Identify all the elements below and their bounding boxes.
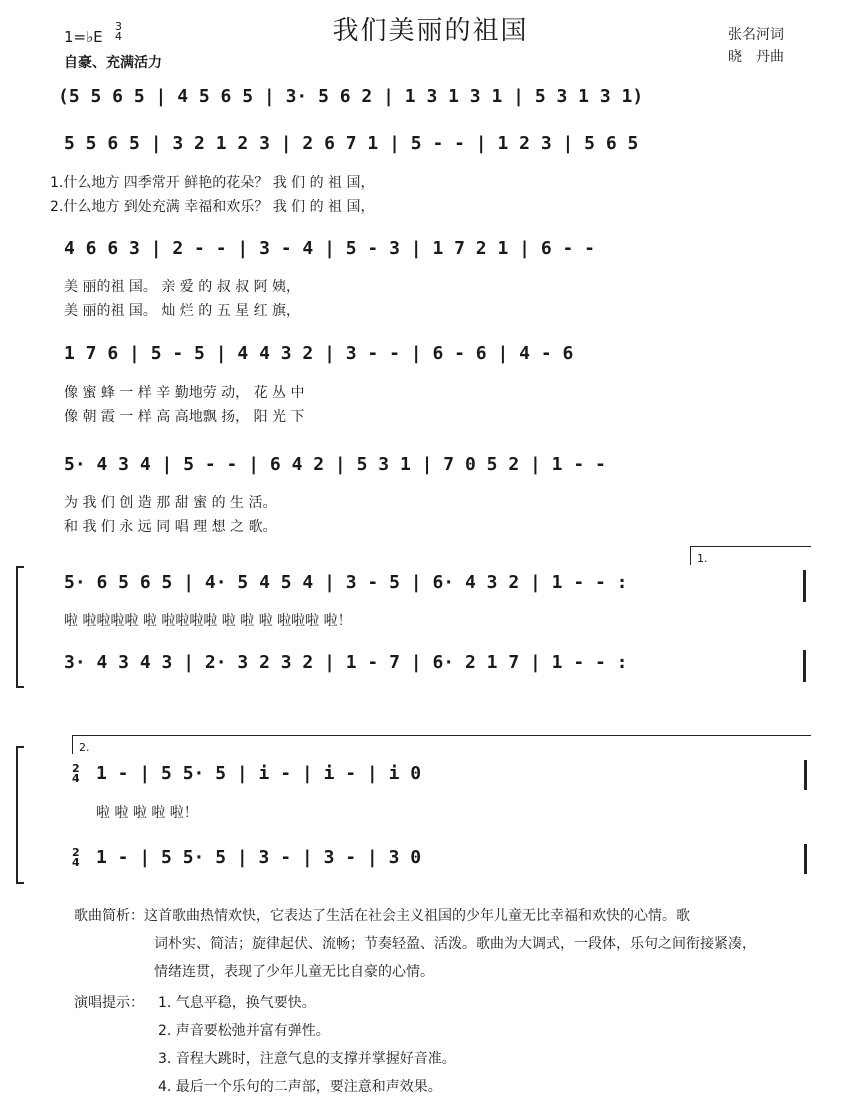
final-barline-upper [804, 760, 807, 790]
lyrics-line-3-verse-2: 美 丽的祖 国。 灿 烂 的 五 星 红 旗， [64, 303, 301, 319]
song-analysis-line-2: 词朴实、简洁；旋律起伏、流畅；节奏轻盈、活泼。歌曲为大调式，一段体，乐句之间衔接紧凑， [154, 936, 756, 952]
lyrics-line-3-verse-1: 美 丽的祖 国。 亲 爱 的 叔 叔 阿 姨， [64, 279, 301, 295]
chorus-lower-part: 3· 4 3 4 3 | 2· 3 2 3 2 | 1 - 7 | 6· 2 1 7 | 1 - - : [64, 652, 628, 673]
time-signature-change-upper [72, 764, 80, 784]
ending-lyrics: 啦 啦 啦 啦 啦！ [96, 805, 198, 821]
lyrics-line-2-verse-2: 2.什么地方 到处充满 幸福和欢乐？ 我 们 的 祖 国， [50, 199, 375, 215]
time-signature [115, 22, 122, 42]
lyricist-credit: 张名河词 [728, 27, 784, 43]
tsig-upper-bottom: 4 [72, 772, 80, 785]
lyrics-line-2-verse-1: 1.什么地方 四季常开 鲜艳的花朵？ 我 们 的 祖 国， [50, 175, 375, 191]
system-brace-ending [16, 746, 24, 884]
lyrics-line-5-verse-1: 为 我 们 创 造 那 甜 蜜 的 生 活。 [64, 495, 277, 511]
notation-line-2: 5 5 6 5 | 3 2 1 2 3 | 2 6 7 1 | 5 - - | 1 2 3 | 5 6 5 [64, 133, 639, 154]
song-analysis-line-3: 情绪连贯，表现了少年儿童无比自豪的心情。 [154, 964, 434, 980]
page-title: 我们美丽的祖国 [332, 16, 529, 46]
chorus-lyrics: 啦 啦啦啦啦 啦 啦啦啦啦 啦 啦 啦 啦啦啦 啦！ [64, 613, 352, 629]
repeat-barline-lower [803, 650, 806, 682]
meter-top: 3 [115, 20, 122, 33]
lyrics-line-4-verse-1: 像 蜜 蜂 一 样 辛 勤地劳 动， 花 丛 中 [64, 385, 305, 401]
volta-label-2: 2. [79, 741, 90, 754]
notation-line-intro: (5 5 6 5 | 4 5 6 5 | 3· 5 6 2 | 1 3 1 3 1 | 5 3 1 3 1) [58, 86, 644, 107]
mood-marking: 自豪、充满活力 [64, 55, 162, 71]
song-analysis-text-1: 这首歌曲热情欢快，它表达了生活在社会主义祖国的少年儿童无比幸福和欢快的心情。歌 [144, 908, 690, 924]
tsig-upper-top: 2 [72, 762, 80, 775]
notation-line-5: 5· 4 3 4 | 5 - - | 6 4 2 | 5 3 1 | 7 0 5 2 | 1 - - [64, 454, 606, 475]
chorus-upper-part: 5· 6 5 6 5 | 4· 5 4 5 4 | 3 - 5 | 6· 4 3 2 | 1 - - : [64, 572, 628, 593]
key-signature: 1=♭E [64, 28, 103, 46]
volta-label-1: 1. [697, 552, 708, 565]
notation-line-3: 4 6 6 3 | 2 - - | 3 - 4 | 5 - 3 | 1 7 2 1 | 6 - - [64, 238, 596, 259]
system-brace-chorus [16, 566, 24, 688]
tsig-lower-top: 2 [72, 846, 80, 859]
lyrics-line-4-verse-2: 像 朝 霞 一 样 高 高地飘 扬， 阳 光 下 [64, 409, 305, 425]
singing-tip-1: 1. 气息平稳，换气要快。 [158, 995, 316, 1011]
singing-tip-4: 4. 最后一个乐句的二声部，要注意和声效果。 [158, 1079, 442, 1095]
ending-upper-part: 1 - | 5 5· 5 | i - | i - | i 0 [96, 763, 422, 784]
composer-credit: 晓 丹曲 [728, 49, 784, 65]
singing-tip-2: 2. 声音要松弛并富有弹性。 [158, 1023, 330, 1039]
tsig-lower-bottom: 4 [72, 856, 80, 869]
meter-bottom: 4 [115, 30, 122, 43]
final-barline-lower [804, 844, 807, 874]
song-analysis-label: 歌曲简析： [74, 908, 144, 924]
notation-line-4: 1 7 6 | 5 - 5 | 4 4 3 2 | 3 - - | 6 - 6 | 4 - 6 [64, 343, 574, 364]
volta-bracket-2 [72, 735, 811, 754]
ending-lower-part: 1 - | 5 5· 5 | 3 - | 3 - | 3 0 [96, 847, 422, 868]
time-signature-change-lower [72, 848, 80, 868]
volta-bracket-1 [690, 546, 811, 565]
lyrics-line-5-verse-2: 和 我 们 永 远 同 唱 理 想 之 歌。 [64, 519, 277, 535]
singing-tip-3: 3. 音程大跳时，注意气息的支撑并掌握好音准。 [158, 1051, 456, 1067]
song-analysis-line-1 [74, 902, 690, 930]
singing-tips-label: 演唱提示： [74, 995, 144, 1011]
repeat-barline-upper [803, 570, 806, 602]
